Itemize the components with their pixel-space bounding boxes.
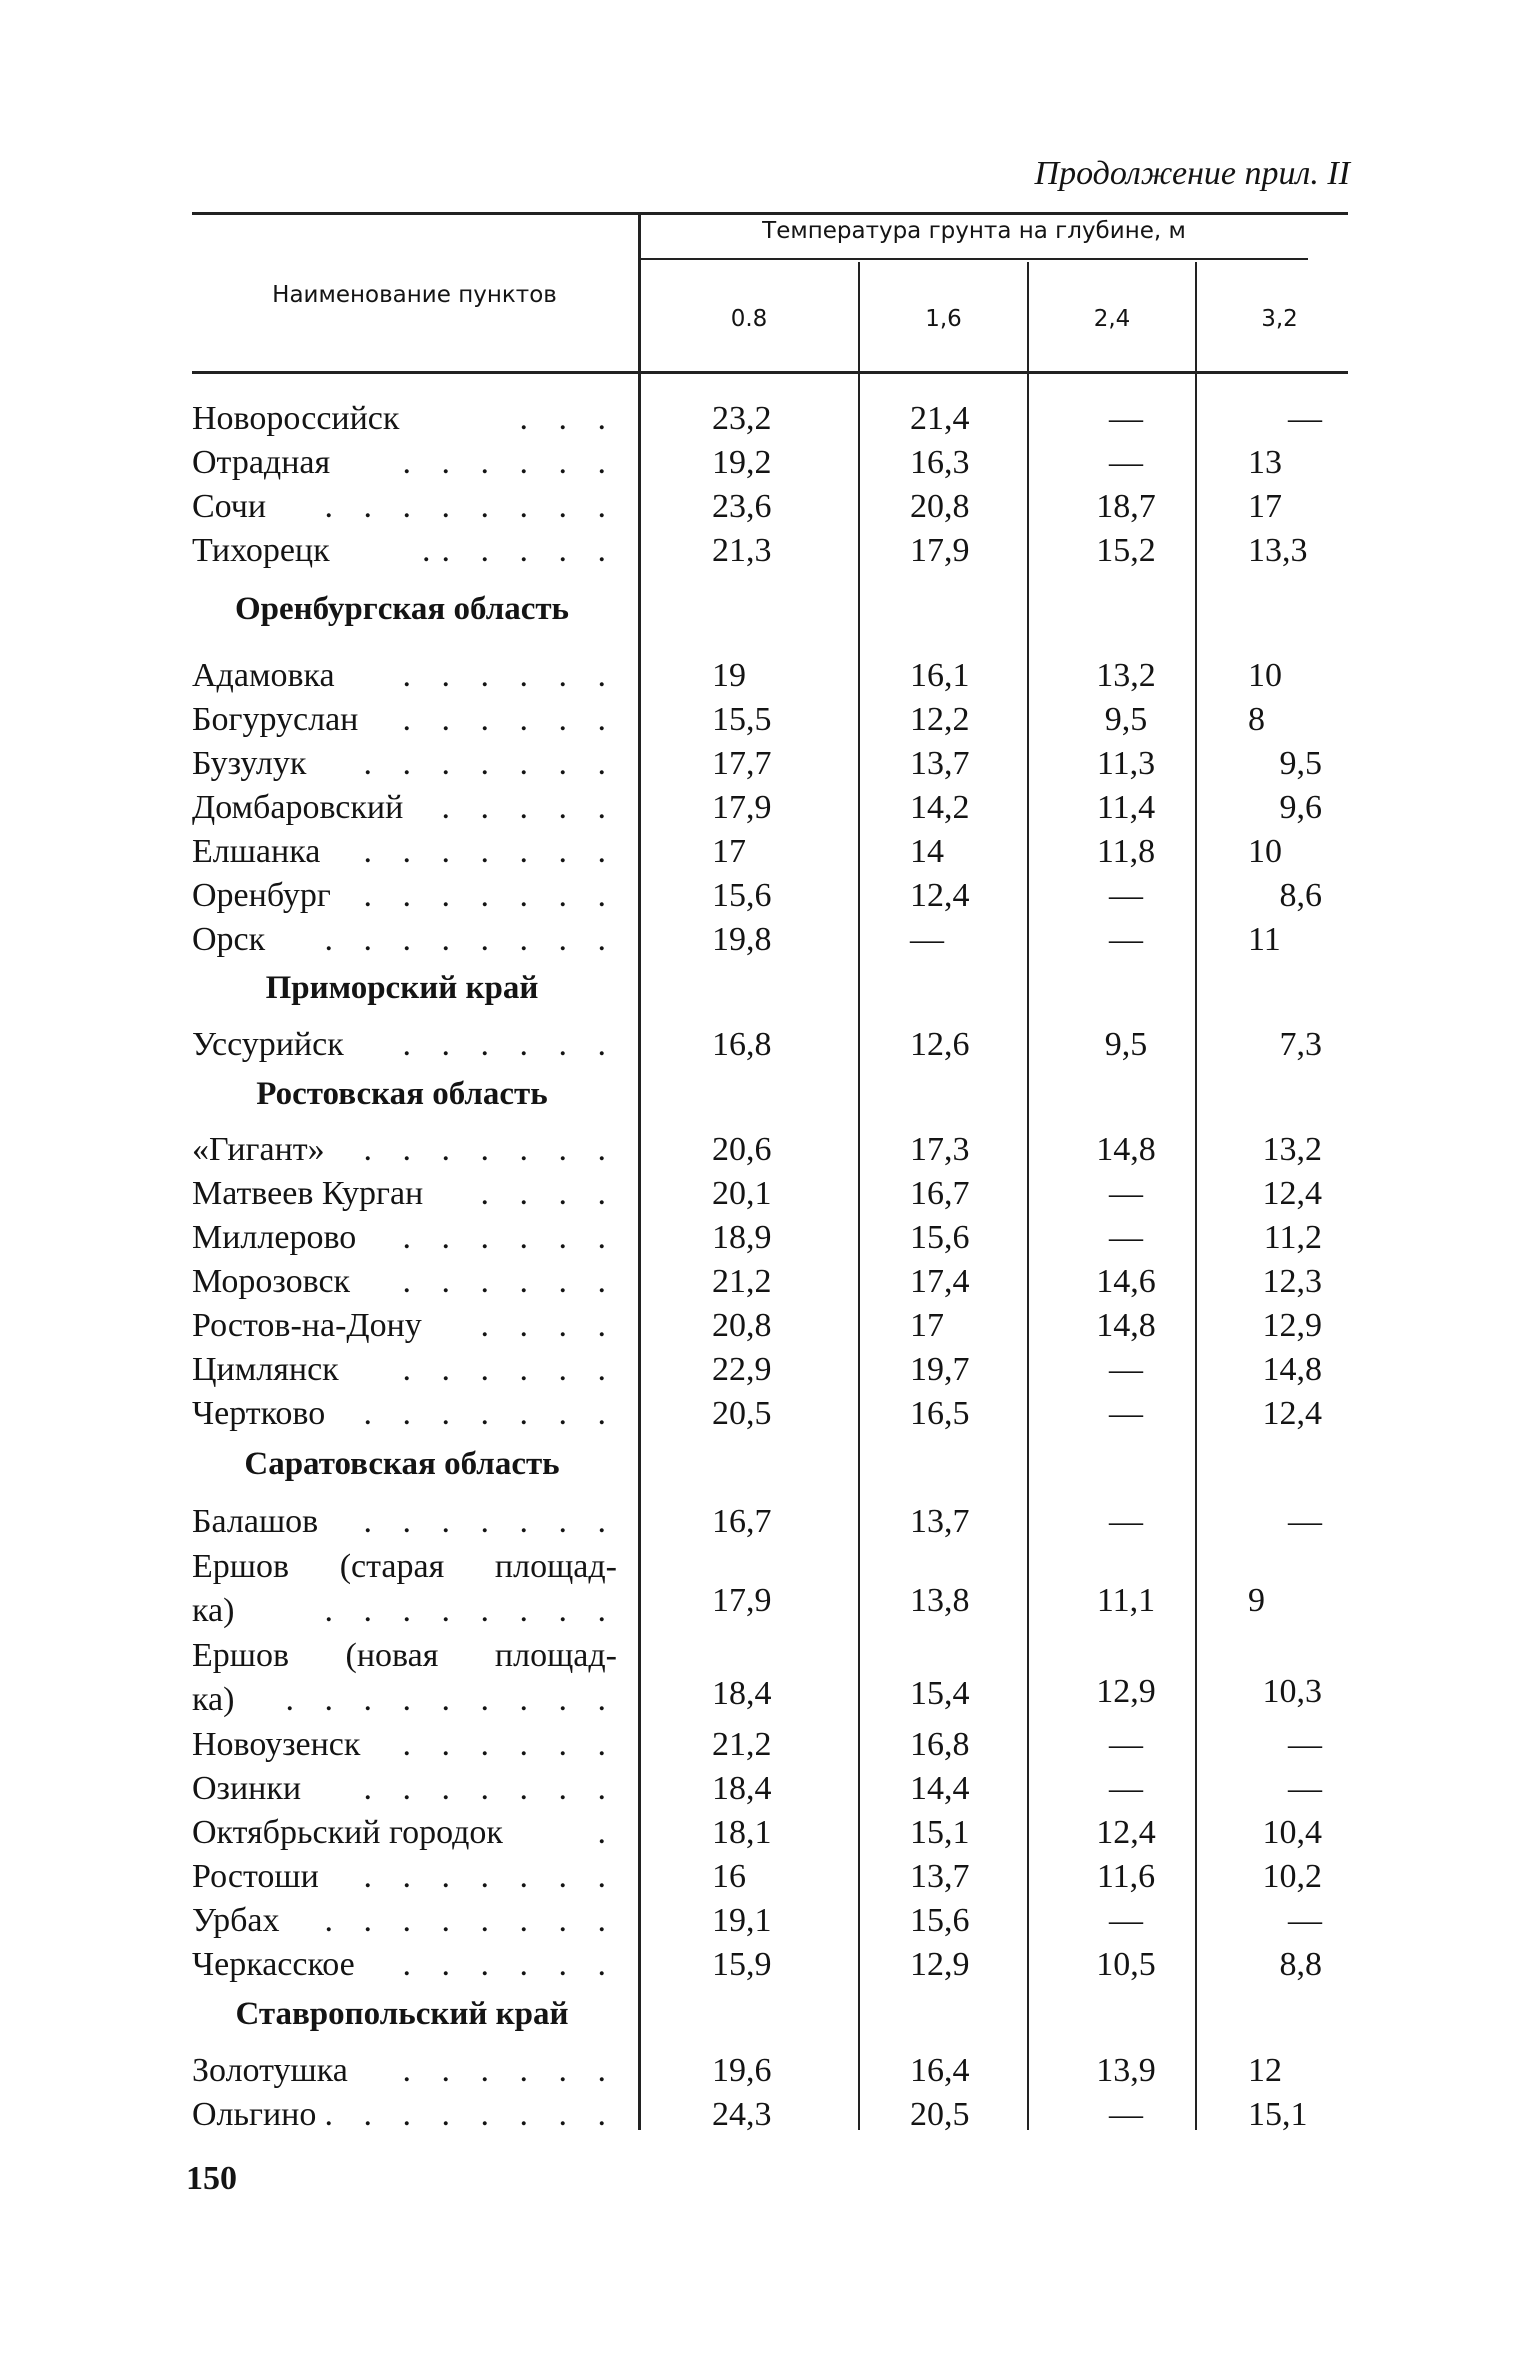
value-2-4: — [1109,400,1143,437]
value-3-2: 10,3 [1262,1673,1322,1710]
value-2-4: 11,4 [1096,789,1156,826]
region-heading: Ставропольский край [235,1996,569,2032]
value-0-8: 16,8 [712,1026,772,1063]
value-2-4: 12,4 [1096,1814,1156,1851]
value-2-4: — [1109,1503,1143,1540]
table-row [0,485,1536,529]
table-row [0,441,1536,485]
value-1-6: 17,9 [910,532,970,569]
value-3-2: 17 [1248,488,1282,525]
value-0-8: 21,3 [712,532,772,569]
value-0-8: 17,7 [712,745,772,782]
table-row [0,1260,1536,1304]
value-3-2: 10 [1248,657,1282,694]
value-2-4: 13,2 [1096,657,1156,694]
value-0-8: 17,9 [712,789,772,826]
value-3-2: 12,4 [1262,1395,1322,1432]
value-2-4: 15,2 [1096,532,1156,569]
value-0-8: 19,1 [712,1902,772,1939]
value-0-8: 15,5 [712,701,772,738]
value-1-6: 15,6 [910,1902,970,1939]
value-0-8: 21,2 [712,1263,772,1300]
header-name-column: Наименование пунктов [272,282,557,308]
value-3-2: 13 [1248,444,1282,481]
value-2-4: 18,7 [1096,488,1156,525]
table-row [0,1128,1536,1172]
place-name: Миллерово . . . . . . [192,1219,617,1256]
value-1-6: 16,5 [910,1395,970,1432]
table-row [0,1723,1536,1767]
value-3-2: 10 [1248,833,1282,870]
table-row [0,654,1536,698]
value-3-2: — [1288,1902,1322,1939]
table-row [0,698,1536,742]
value-0-8: 16 [712,1858,746,1895]
value-1-6: 20,5 [910,2096,970,2133]
table-row [0,1855,1536,1899]
value-0-8: 23,2 [712,400,772,437]
value-1-6: 16,3 [910,444,970,481]
place-name: Богуруслан . . . . . . [192,701,617,738]
wrapped-place-name-first-line: Ершов (новая площад- [192,1637,617,1674]
value-3-2: 12,4 [1262,1175,1322,1212]
value-2-4: — [1109,1902,1143,1939]
table-row [0,1216,1536,1260]
value-1-6: 15,6 [910,1219,970,1256]
value-3-2: 12,3 [1262,1263,1322,1300]
place-name: Новоузенск . . . . . . [192,1726,617,1763]
header-depth-1-6: 1,6 [925,306,962,332]
value-1-6: 15,1 [910,1814,970,1851]
value-1-6: 12,2 [910,701,970,738]
value-0-8: 19 [712,657,746,694]
table-row [0,397,1536,441]
table-row [0,2049,1536,2093]
value-3-2: 9,5 [1279,745,1322,782]
value-3-2: 8,8 [1279,1946,1322,1983]
place-name: Матвеев Курган . . . . [192,1175,617,1212]
value-2-4: — [1109,1395,1143,1432]
value-0-8: 18,9 [712,1219,772,1256]
value-0-8: 23,6 [712,488,772,525]
value-3-2: 15,1 [1248,2096,1308,2133]
table-row [0,874,1536,918]
value-3-2: 8 [1248,701,1265,738]
value-0-8: 19,8 [712,921,772,958]
value-1-6: 16,1 [910,657,970,694]
place-name: Ростоши . . . . . . . [192,1858,617,1895]
value-0-8: 17,9 [712,1582,772,1619]
place-name: ка) . . . . . . . . [192,1592,617,1629]
place-name: Ростов-на-Дону . . . . [192,1307,617,1344]
place-name: Октябрьский городок . [192,1814,617,1851]
table-caption: Продолжение прил. II [1034,155,1350,192]
value-2-4: 11,3 [1096,745,1156,782]
value-3-2: 13,2 [1262,1131,1322,1168]
value-1-6: 14,4 [910,1770,970,1807]
value-0-8: 18,4 [712,1675,772,1712]
value-2-4: 9,5 [1104,1026,1148,1063]
value-2-4: — [1109,1351,1143,1388]
value-3-2: 10,4 [1262,1814,1322,1851]
place-name: Новороссийск . . . [192,400,617,437]
table-row [0,1023,1536,1067]
value-0-8: 20,6 [712,1131,772,1168]
value-1-6: — [910,921,944,958]
value-3-2: 9 [1248,1582,1265,1619]
value-0-8: 16,7 [712,1503,772,1540]
value-0-8: 21,2 [712,1726,772,1763]
value-3-2: 8,6 [1279,877,1322,914]
value-3-2: 11,2 [1263,1219,1322,1256]
table-row [0,1304,1536,1348]
region-heading: Приморский край [265,970,539,1006]
value-2-4: — [1109,1770,1143,1807]
value-2-4: 11,6 [1096,1858,1156,1895]
place-name: Ольгино . . . . . . . . [192,2096,617,2133]
value-1-6: 15,4 [910,1675,970,1712]
value-2-4: — [1109,1175,1143,1212]
value-2-4: 14,8 [1096,1307,1156,1344]
place-name: Балашов . . . . . . . [192,1503,617,1540]
value-1-6: 13,7 [910,745,970,782]
place-name: Озинки . . . . . . . [192,1770,617,1807]
value-3-2: — [1288,1503,1322,1540]
value-2-4: 11,1 [1096,1582,1156,1619]
value-1-6: 19,7 [910,1351,970,1388]
value-0-8: 17 [712,833,746,870]
value-0-8: 18,1 [712,1814,772,1851]
table-row [0,2093,1536,2137]
value-2-4: 12,9 [1096,1673,1156,1710]
value-3-2: 10,2 [1262,1858,1322,1895]
header-group-rule [640,258,1308,260]
value-1-6: 13,8 [910,1582,970,1619]
region-heading: Ростовская область [256,1076,548,1112]
place-name: Черкасское . . . . . . [192,1946,617,1983]
value-1-6: 16,4 [910,2052,970,2089]
table-row [0,1500,1536,1544]
value-0-8: 18,4 [712,1770,772,1807]
place-name: Уссурийск . . . . . . [192,1026,617,1063]
value-3-2: 12,9 [1262,1307,1322,1344]
value-3-2: 13,3 [1248,532,1308,569]
table-row [0,1899,1536,1943]
value-2-4: — [1109,921,1143,958]
place-name: Тихорецк . . . . .. [192,532,617,569]
value-0-8: 19,2 [712,444,772,481]
place-name: ка) . . . . . . . . . [192,1681,617,1718]
value-2-4: — [1109,877,1143,914]
value-0-8: 20,8 [712,1307,772,1344]
value-1-6: 16,8 [910,1726,970,1763]
value-1-6: 12,6 [910,1026,970,1063]
value-3-2: — [1288,1726,1322,1763]
value-0-8: 15,9 [712,1946,772,1983]
table-row [0,1811,1536,1855]
table-row [0,1582,1536,1633]
place-name: Цимлянск . . . . . . [192,1351,617,1388]
value-1-6: 17,3 [910,1131,970,1168]
table-row [0,1348,1536,1392]
place-name: Оренбург . . . . . . . [192,877,617,914]
header-depth-2-4: 2,4 [1093,306,1131,332]
value-2-4: — [1109,1219,1143,1256]
value-2-4: 14,8 [1096,1131,1156,1168]
header-depth-0-8: 0.8 [730,306,768,332]
value-2-4: 11,8 [1096,833,1156,870]
value-2-4: 10,5 [1096,1946,1156,1983]
table-row [0,1767,1536,1811]
value-3-2: 11 [1248,921,1281,958]
value-3-2: 9,6 [1279,789,1322,826]
value-1-6: 16,7 [910,1175,970,1212]
value-1-6: 12,4 [910,877,970,914]
place-name: Елшанка . . . . . . . [192,833,617,870]
place-name: Чертково . . . . . . . [192,1395,617,1432]
region-heading: Оренбургская область [234,591,570,627]
value-0-8: 20,5 [712,1395,772,1432]
value-1-6: 13,7 [910,1503,970,1540]
table-row [0,1392,1536,1436]
header-group-title: Температура грунта на глубине, м [762,218,1186,244]
value-2-4: 14,6 [1096,1263,1156,1300]
place-name: Адамовка . . . . . . [192,657,617,694]
table-row [0,786,1536,830]
table-row [0,742,1536,786]
value-0-8: 22,9 [712,1351,772,1388]
value-2-4: — [1109,1726,1143,1763]
place-name: Золотушка . . . . . . [192,2052,617,2089]
place-name: Отрадная . . . . . . [192,444,617,481]
place-name: «Гигант» . . . . . . . [192,1131,617,1168]
table-top-rule [192,212,1348,215]
value-2-4: 13,9 [1096,2052,1156,2089]
value-3-2: — [1288,1770,1322,1807]
place-name: Орск . . . . . . . . [192,921,617,958]
value-0-8: 15,6 [712,877,772,914]
value-2-4: 9,5 [1104,701,1148,738]
place-name: Урбах . . . . . . . . [192,1902,617,1939]
table-row [0,1943,1536,1987]
value-1-6: 14,2 [910,789,970,826]
region-heading: Саратовская область [244,1446,560,1482]
place-name: Бузулук . . . . . . . [192,745,617,782]
value-0-8: 20,1 [712,1175,772,1212]
table-row [0,830,1536,874]
value-2-4: — [1109,444,1143,481]
place-name: Домбаровский . . . . . [192,789,617,826]
page-number: 150 [186,2160,237,2197]
header-bottom-rule [192,371,1348,374]
value-3-2: 7,3 [1279,1026,1322,1063]
value-1-6: 21,4 [910,400,970,437]
place-name: Сочи . . . . . . . . [192,488,617,525]
value-1-6: 14 [910,833,944,870]
value-1-6: 17 [910,1307,944,1344]
table-row [0,1172,1536,1216]
place-name: Морозовск . . . . . . [192,1263,617,1300]
table-row [0,1673,1536,1722]
value-1-6: 12,9 [910,1946,970,1983]
value-1-6: 13,7 [910,1858,970,1895]
value-0-8: 24,3 [712,2096,772,2133]
wrapped-place-name-first-line: Ершов (старая площад- [192,1548,617,1585]
value-1-6: 17,4 [910,1263,970,1300]
value-3-2: 12 [1248,2052,1282,2089]
table-row [0,918,1536,962]
value-1-6: 20,8 [910,488,970,525]
value-3-2: 14,8 [1262,1351,1322,1388]
value-2-4: — [1109,2096,1143,2133]
header-depth-3-2: 3,2 [1261,306,1298,332]
value-0-8: 19,6 [712,2052,772,2089]
table-row [0,529,1536,573]
value-3-2: — [1288,400,1322,437]
